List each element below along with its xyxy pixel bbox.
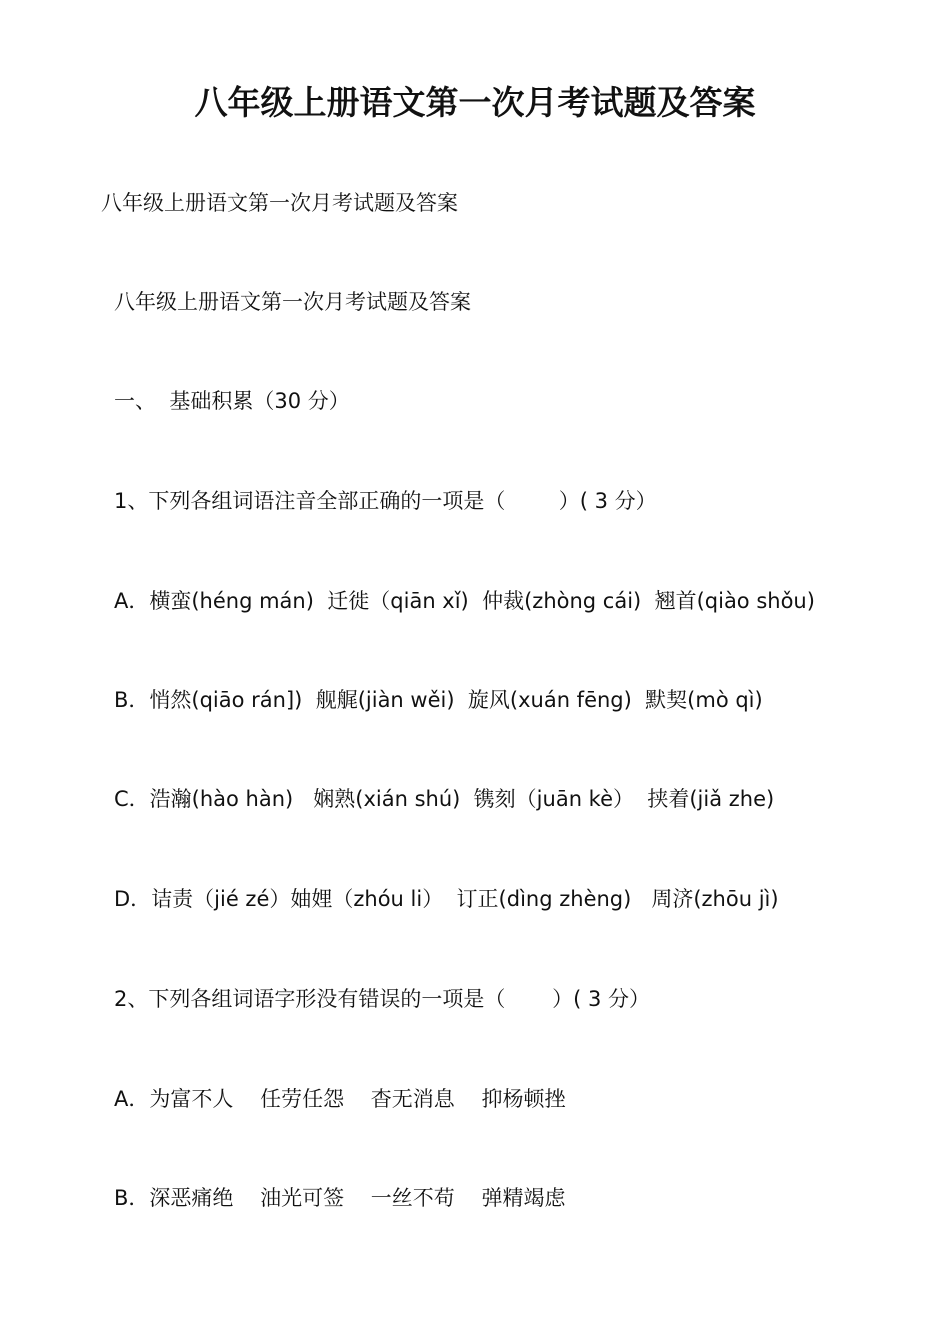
question-2-option-a: A．为富不人 任劳任怨 杳无消息 抑杨顿挫 xyxy=(114,1087,566,1111)
document-title: 八年级上册语文第一次月考试题及答案 xyxy=(194,83,756,122)
question-2: 2、下列各组词语字形没有错误的一项是（ ）( 3 分） xyxy=(114,987,650,1011)
subtitle-line-1: 八年级上册语文第一次月考试题及答案 xyxy=(101,191,458,215)
question-1-option-d: D．诘责（jié zé）妯娌（zhóu li） 订正(dìng zhèng) 周济(zhōu jì) xyxy=(114,887,779,911)
section-heading: 一、 基础积累（30 分） xyxy=(114,389,350,413)
question-1-option-a: A．横蛮(héng mán) 迁徙（qiān xǐ) 仲裁(zhòng cái) 翘首(qiào shǒu) xyxy=(114,589,815,613)
subtitle-line-2: 八年级上册语文第一次月考试题及答案 xyxy=(114,290,471,314)
question-1: 1、下列各组词语注音全部正确的一项是（ ）( 3 分） xyxy=(114,489,657,513)
question-1-option-b: B．悄然(qiāo rán]) 舰艉(jiàn wěi) 旋风(xuán fēng) 默契(mò qì) xyxy=(114,688,763,712)
question-1-option-c: C．浩瀚(hào hàn) 娴熟(xián shú) 镌刻（juān kè） 挟着(jiǎ zhe) xyxy=(114,787,775,811)
question-2-option-b: B．深恶痛绝 油光可签 一丝不苟 弹精竭虑 xyxy=(114,1186,566,1210)
